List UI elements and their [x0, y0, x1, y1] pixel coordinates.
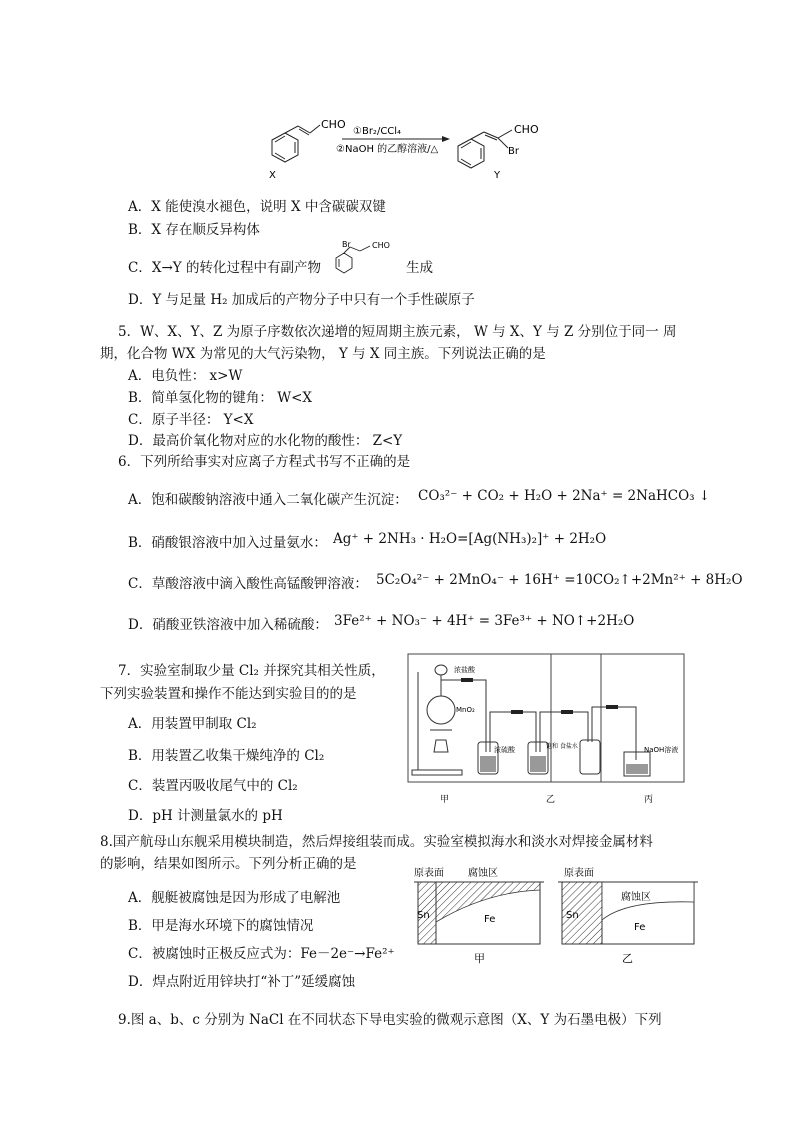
label-bing: 丙	[644, 795, 654, 805]
yi-corrosion-zone: 腐蚀区	[621, 892, 651, 903]
label-naoh: NaOH溶液	[644, 746, 679, 754]
q9-stem: 9.图 a、b、c 分别为 NaCl 在不同状态下导电实验的微观示意图（X、Y 为石墨电极）下列	[118, 1012, 662, 1028]
q4-option-b: B．X 存在顺反异构体	[128, 222, 260, 238]
q8-option-c: C．被腐蚀时正极反应式为：Fe－2e⁻→Fe²⁺	[128, 946, 395, 962]
q5-option-a: A．电负性： x>W	[128, 368, 243, 384]
jia-corrosion-zone: 腐蚀区	[468, 868, 498, 879]
jia-label: 甲	[474, 952, 485, 965]
q4-option-a: A．X 能使溴水褪色，说明 X 中含碳碳双键	[128, 199, 386, 215]
q5-option-d: D．最高价氧化物对应的水化物的酸性： Z<Y	[128, 433, 403, 449]
y-br-label: Br	[508, 146, 519, 157]
reaction-scheme	[250, 112, 580, 184]
label-x: X	[269, 170, 276, 181]
q5-option-c: C．原子半径： Y<X	[128, 412, 254, 428]
q7-stem-line1: 7．实验室制取少量 Cl₂ 并探究其相关性质，	[118, 663, 385, 679]
q7-option-c: C．装置丙吸收尾气中的 Cl₂	[128, 778, 298, 794]
x-cho-label: CHO	[321, 118, 346, 131]
q8-option-b: B．甲是海水环境下的腐蚀情况	[128, 918, 314, 934]
byproduct-br: Br	[342, 240, 351, 249]
jia-fe: Fe	[484, 914, 496, 925]
yi-label: 乙	[622, 952, 633, 965]
q7-option-b: B．用装置乙收集干燥纯净的 Cl₂	[128, 748, 325, 764]
q6-option-a-text: A．饱和碳酸钠溶液中通入二氧化碳产生沉淀：	[128, 492, 408, 508]
q7-apparatus-figure	[406, 652, 686, 812]
jia-sn: Sn	[417, 910, 430, 921]
q4-option-d: D．Y 与足量 H₂ 加成后的产物分子中只有一个手性碳原子	[128, 292, 475, 308]
q6-option-d-equation: 3Fe²⁺ + NO₃⁻ + 4H⁺ = 3Fe³⁺ + NO↑+2H₂O	[334, 613, 635, 629]
q7-option-d: D．pH 计测量氯水的 pH	[128, 808, 283, 824]
condition-1: ①Br₂/CCl₄	[353, 126, 402, 137]
yi-orig-surface: 原表面	[564, 868, 594, 879]
byproduct-structure	[330, 238, 400, 276]
label-conc-h2so4: 浓硫酸	[494, 746, 515, 754]
condition-2: ②NaOH 的乙醇溶液/△	[336, 144, 439, 155]
q5-option-b: B．简单氢化物的键角： W<X	[128, 390, 313, 406]
q5-stem-line2: 期，化合物 WX 为常见的大气污染物， Y 与 X 同主族。下列说法正确的是	[100, 346, 546, 362]
q6-option-c-equation: 5C₂O₄²⁻ + 2MnO₄⁻ + 16H⁺ =10CO₂↑+2Mn²⁺ + 8H₂O	[376, 572, 743, 588]
q8-corrosion-figure	[406, 862, 706, 972]
yi-fe: Fe	[634, 922, 646, 933]
label-sat-nacl: 饱和 食盐水	[546, 743, 578, 750]
compound-y-structure	[458, 130, 512, 168]
q6-option-d-text: D．硝酸亚铁溶液中加入稀硫酸：	[128, 617, 328, 633]
label-conc-hcl: 浓盐酸	[454, 666, 475, 674]
q4-option-c-prefix: C．X→Y 的转化过程中有副产物	[128, 260, 321, 276]
y-cho-label: CHO	[514, 123, 539, 136]
q6-option-b-equation: Ag⁺ + 2NH₃ · H₂O=[Ag(NH₃)₂]⁺ + 2H₂O	[333, 531, 607, 547]
q6-stem: 6．下列所给事实对应离子方程式书写不正确的是	[118, 454, 411, 470]
label-y: Y	[494, 170, 501, 181]
figure-jia	[414, 882, 544, 944]
q8-stem-line1: 8.国产航母山东舰采用模块制造，然后焊接组装而成。实验室模拟海水和淡水对焊接金属材料	[100, 834, 653, 850]
q5-stem-line1: 5．W、X、Y、Z 为原子序数依次递增的短周期主族元素， W 与 X、Y 与 Z 分别位于同一 周	[118, 324, 677, 340]
label-mno2: MnO₂	[456, 706, 475, 714]
q8-option-a: A．舰艇被腐蚀是因为形成了电解池	[128, 890, 341, 906]
q8-option-d: D．焊点附近用锌块打“补丁”延缓腐蚀	[128, 974, 356, 990]
jia-orig-surface: 原表面	[414, 868, 444, 879]
byproduct-cho: CHO	[372, 241, 390, 250]
yi-sn: Sn	[566, 910, 579, 921]
q7-stem-line2: 下列实验装置和操作不能达到实验目的的是	[100, 686, 357, 702]
q4-option-c-suffix: 生成	[406, 260, 433, 276]
q7-option-a: A．用装置甲制取 Cl₂	[128, 716, 257, 732]
q8-stem-line2: 的影响，结果如图所示。下列分析正确的是	[100, 856, 357, 872]
compound-x-structure	[272, 125, 320, 162]
q6-option-c-text: C．草酸溶液中滴入酸性高锰酸钾溶液：	[128, 576, 368, 592]
label-yi: 乙	[546, 795, 556, 805]
label-jia: 甲	[440, 795, 450, 805]
q6-option-a-equation: CO₃²⁻ + CO₂ + H₂O + 2Na⁺ = 2NaHCO₃ ↓	[418, 488, 711, 504]
q6-option-b-text: B．硝酸银溶液中加入过量氨水：	[128, 535, 327, 551]
arrow-head-icon	[442, 136, 450, 142]
